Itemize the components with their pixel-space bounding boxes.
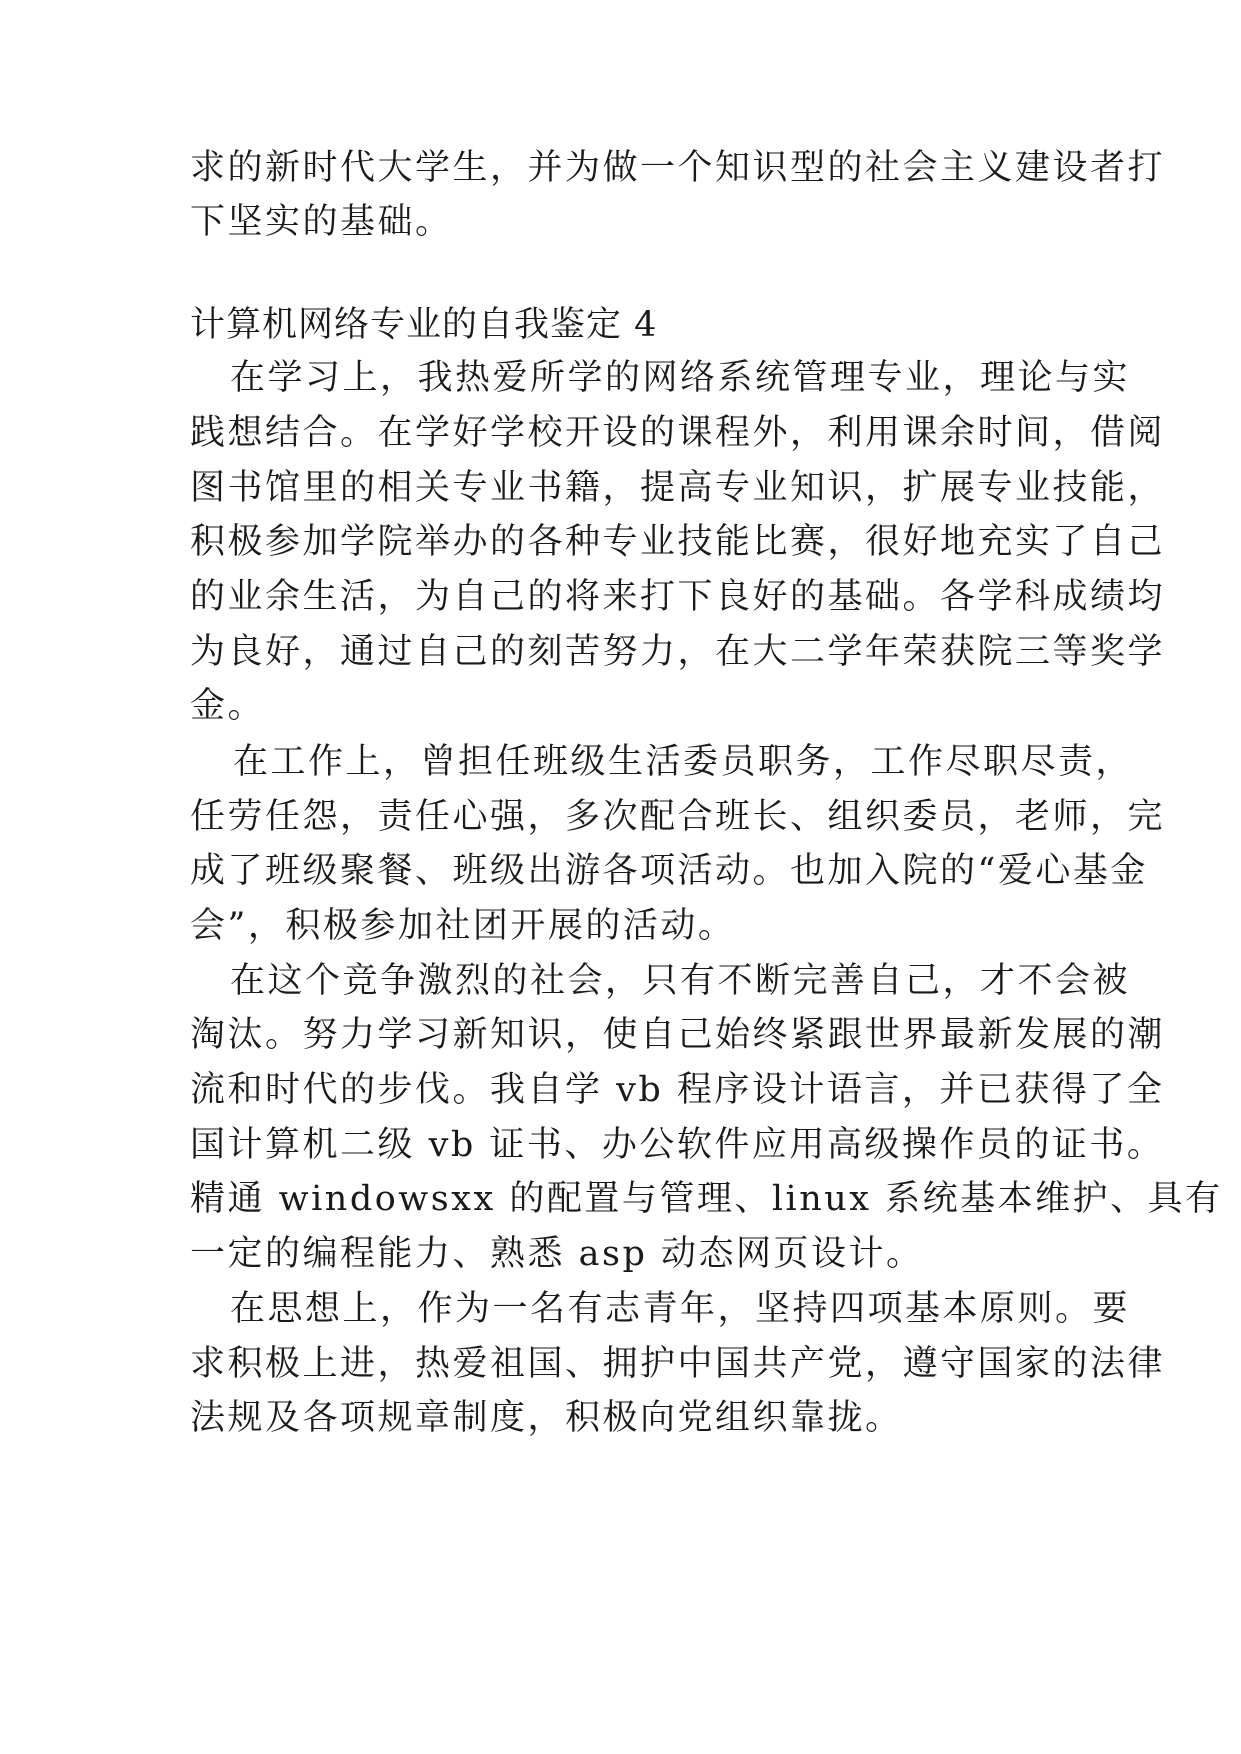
paragraph-line: 积极参加学院举办的各种专业技能比赛，很好地充实了自己 <box>190 522 1166 562</box>
paragraph-line: 的业余生活，为自己的将来打下良好的基础。各学科成绩均 <box>190 577 1166 617</box>
paragraph-line: 在工作上，曾担任班级生活委员职务，工作尽职尽责， <box>233 742 1134 782</box>
paragraph-line: 国计算机二级 vb 证书、办公软件应用高级操作员的证书。 <box>190 1125 1165 1165</box>
paragraph-line: 在思想上，作为一名有志青年，坚持四项基本原则。要 <box>230 1289 1131 1329</box>
paragraph-line: 会”，积极参加社团开展的活动。 <box>190 906 736 946</box>
paragraph-line: 践想结合。在学好学校开设的课程外，利用课余时间，借阅 <box>190 413 1166 453</box>
paragraph-line: 精通 windowsxx 的配置与管理、linux 系统基本维护、具有 <box>190 1179 1223 1219</box>
intro-line: 下坚实的基础。 <box>190 202 453 242</box>
paragraph-line: 图书馆里的相关专业书籍，提高专业知识，扩展专业技能， <box>190 468 1166 508</box>
paragraph-line: 成了班级聚餐、班级出游各项活动。也加入院的“爱心基金 <box>190 851 1148 891</box>
section-title: 计算机网络专业的自我鉴定 4 <box>190 305 658 345</box>
paragraph-line: 任劳任怨，责任心强，多次配合班长、组织委员，老师，完 <box>190 797 1166 837</box>
paragraph-line: 淘汰。努力学习新知识，使自己始终紧跟世界最新发展的潮 <box>190 1015 1166 1055</box>
paragraph-line: 求积极上进，热爱祖国、拥护中国共产党，遵守国家的法律 <box>190 1344 1166 1384</box>
paragraph-line: 法规及各项规章制度，积极向党组织靠拢。 <box>190 1398 903 1438</box>
paragraph-line: 为良好，通过自己的刻苦努力，在大二学年荣获院三等奖学 <box>190 632 1166 672</box>
paragraph-line: 一定的编程能力、熟悉 asp 动态网页设计。 <box>190 1234 924 1274</box>
paragraph-line: 在这个竞争激烈的社会，只有不断完善自己，才不会被 <box>230 961 1131 1001</box>
paragraph-line: 流和时代的步伐。我自学 vb 程序设计语言，并已获得了全 <box>190 1070 1165 1110</box>
intro-line: 求的新时代大学生，并为做一个知识型的社会主义建设者打 <box>190 148 1166 188</box>
paragraph-line: 在学习上，我热爱所学的网络系统管理专业，理论与实 <box>230 358 1131 398</box>
paragraph-line: 金。 <box>190 686 266 726</box>
